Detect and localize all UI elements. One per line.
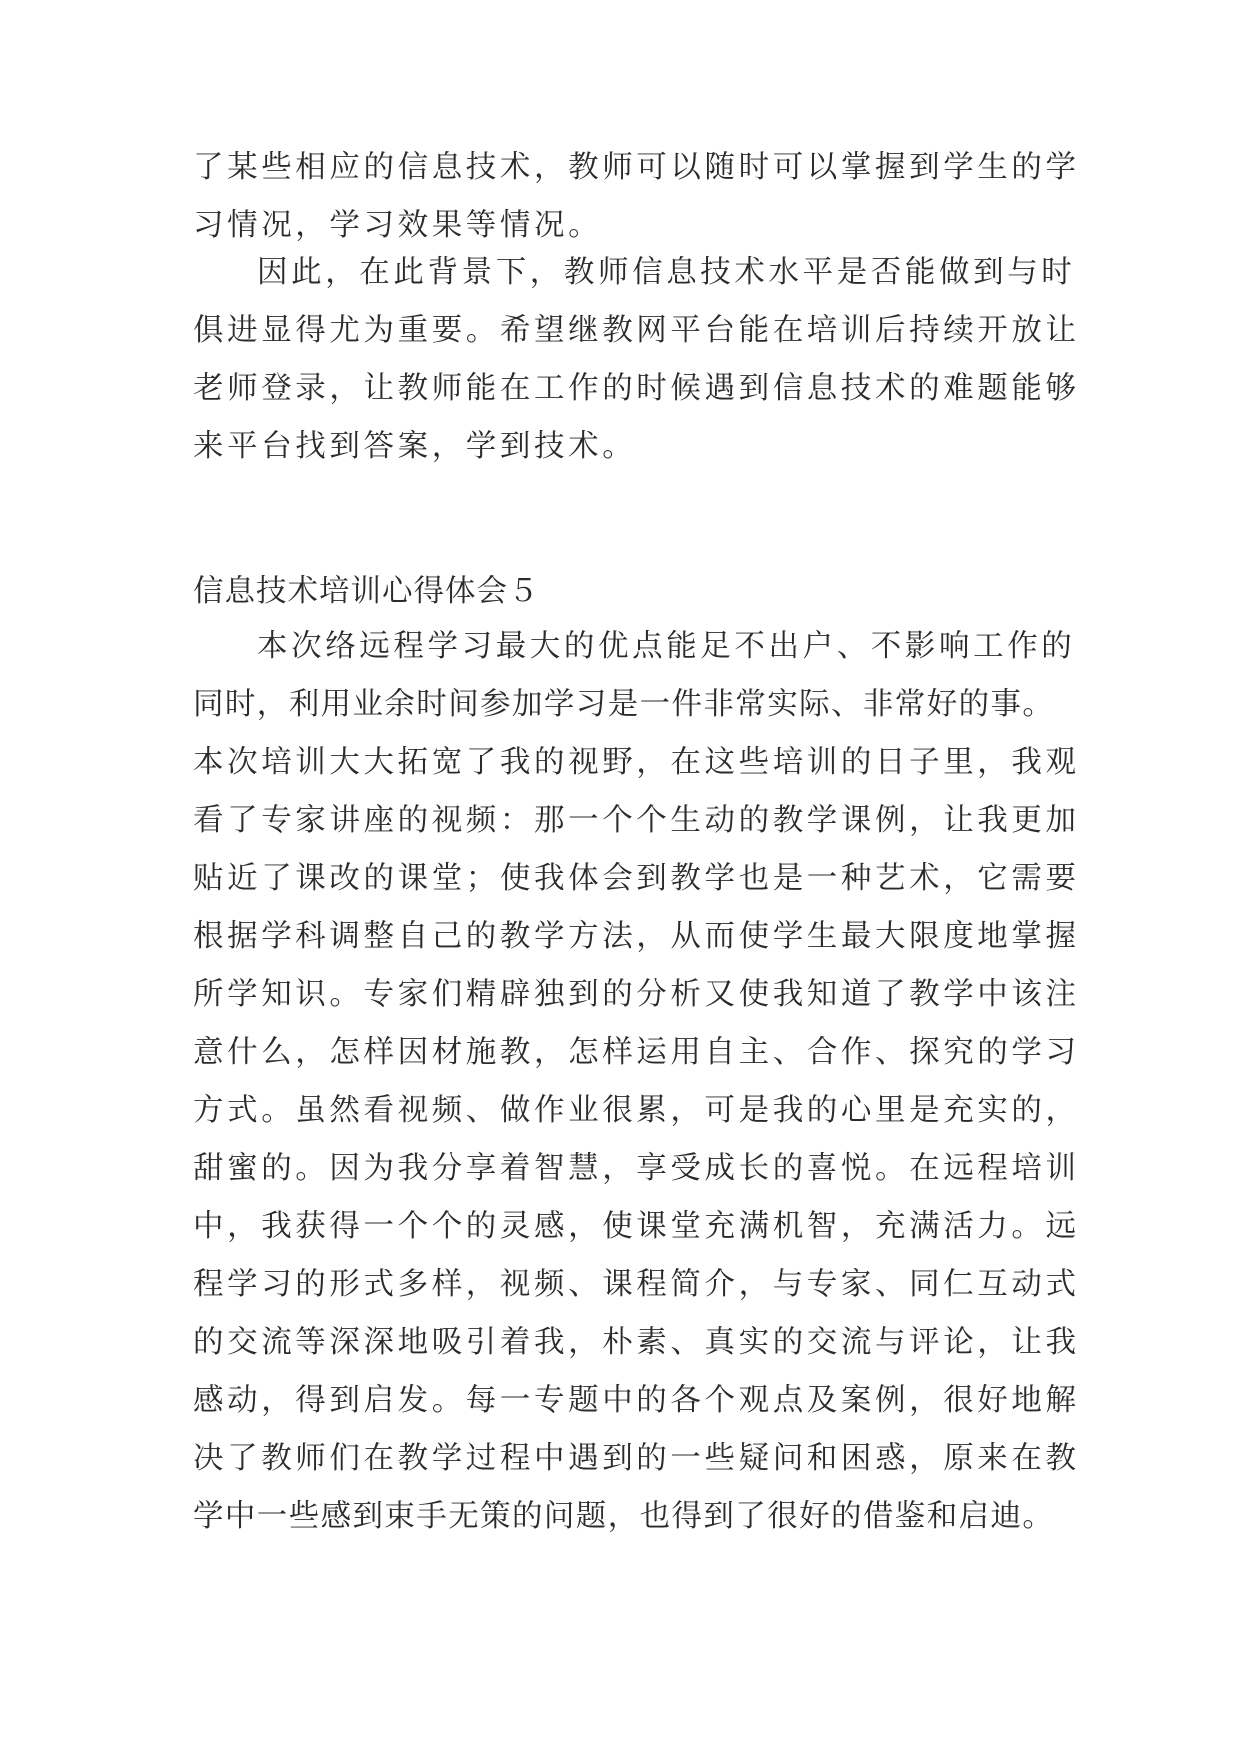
paragraph-line: 同时，利用业余时间参加学习是一件非常实际、非常好的事。 [193,687,1055,722]
paragraph-line: 所学知识。专家们精辟独到的分析又使我知道了教学中该注 [193,977,1080,1012]
paragraph-line: 来平台找到答案，学到技术。 [193,429,637,464]
paragraph-line: 感动，得到启发。每一专题中的各个观点及案例，很好地解 [193,1383,1080,1418]
paragraph-line: 决了教师们在教学过程中遇到的一些疑问和困惑，原来在教 [193,1441,1080,1476]
paragraph-line: 习情况，学习效果等情况。 [193,208,603,243]
paragraph-line: 中，我获得一个个的灵感，使课堂充满机智，充满活力。远 [193,1209,1080,1244]
paragraph-line: 俱进显得尤为重要。希望继教网平台能在培训后持续开放让 [193,313,1080,348]
paragraph-line: 本次培训大大拓宽了我的视野，在这些培训的日子里，我观 [193,745,1080,780]
paragraph-line: 程学习的形式多样，视频、课程简介，与专家、同仁互动式 [193,1267,1080,1302]
paragraph-line: 看了专家讲座的视频：那一个个生动的教学课例，让我更加 [193,803,1080,838]
paragraph-line: 方式。虽然看视频、做作业很累，可是我的心里是充实的， [193,1093,1080,1128]
paragraph-continued [193,139,1080,255]
paragraph-line: 了某些相应的信息技术，教师可以随时可以掌握到学生的学 [193,150,1080,185]
paragraph-line: 因此，在此背景下，教师信息技术水平是否能做到与时 [257,255,1076,290]
paragraph-therefore [193,244,1080,476]
paragraph-line: 学中一些感到束手无策的问题，也得到了很好的借鉴和启迪。 [193,1499,1055,1534]
section-title-block [193,563,1063,621]
paragraph-line: 贴近了课改的课堂；使我体会到教学也是一种艺术，它需要 [193,861,1080,896]
paragraph-line: 甜蜜的。因为我分享着智慧，享受成长的喜悦。在远程培训 [193,1151,1080,1186]
paragraph-line: 本次络远程学习最大的优点能足不出户、不影响工作的 [257,629,1076,664]
section-title: 信息技术培训心得体会５ [193,574,540,609]
paragraph-line: 根据学科调整自己的教学方法，从而使学生最大限度地掌握 [193,919,1080,954]
paragraph-line: 的交流等深深地吸引着我，朴素、真实的交流与评论，让我 [193,1325,1080,1360]
section-body [193,618,1080,1546]
paragraph-line: 老师登录，让教师能在工作的时候遇到信息技术的难题能够 [193,371,1080,406]
paragraph-line: 意什么，怎样因材施教，怎样运用自主、合作、探究的学习 [193,1035,1080,1070]
